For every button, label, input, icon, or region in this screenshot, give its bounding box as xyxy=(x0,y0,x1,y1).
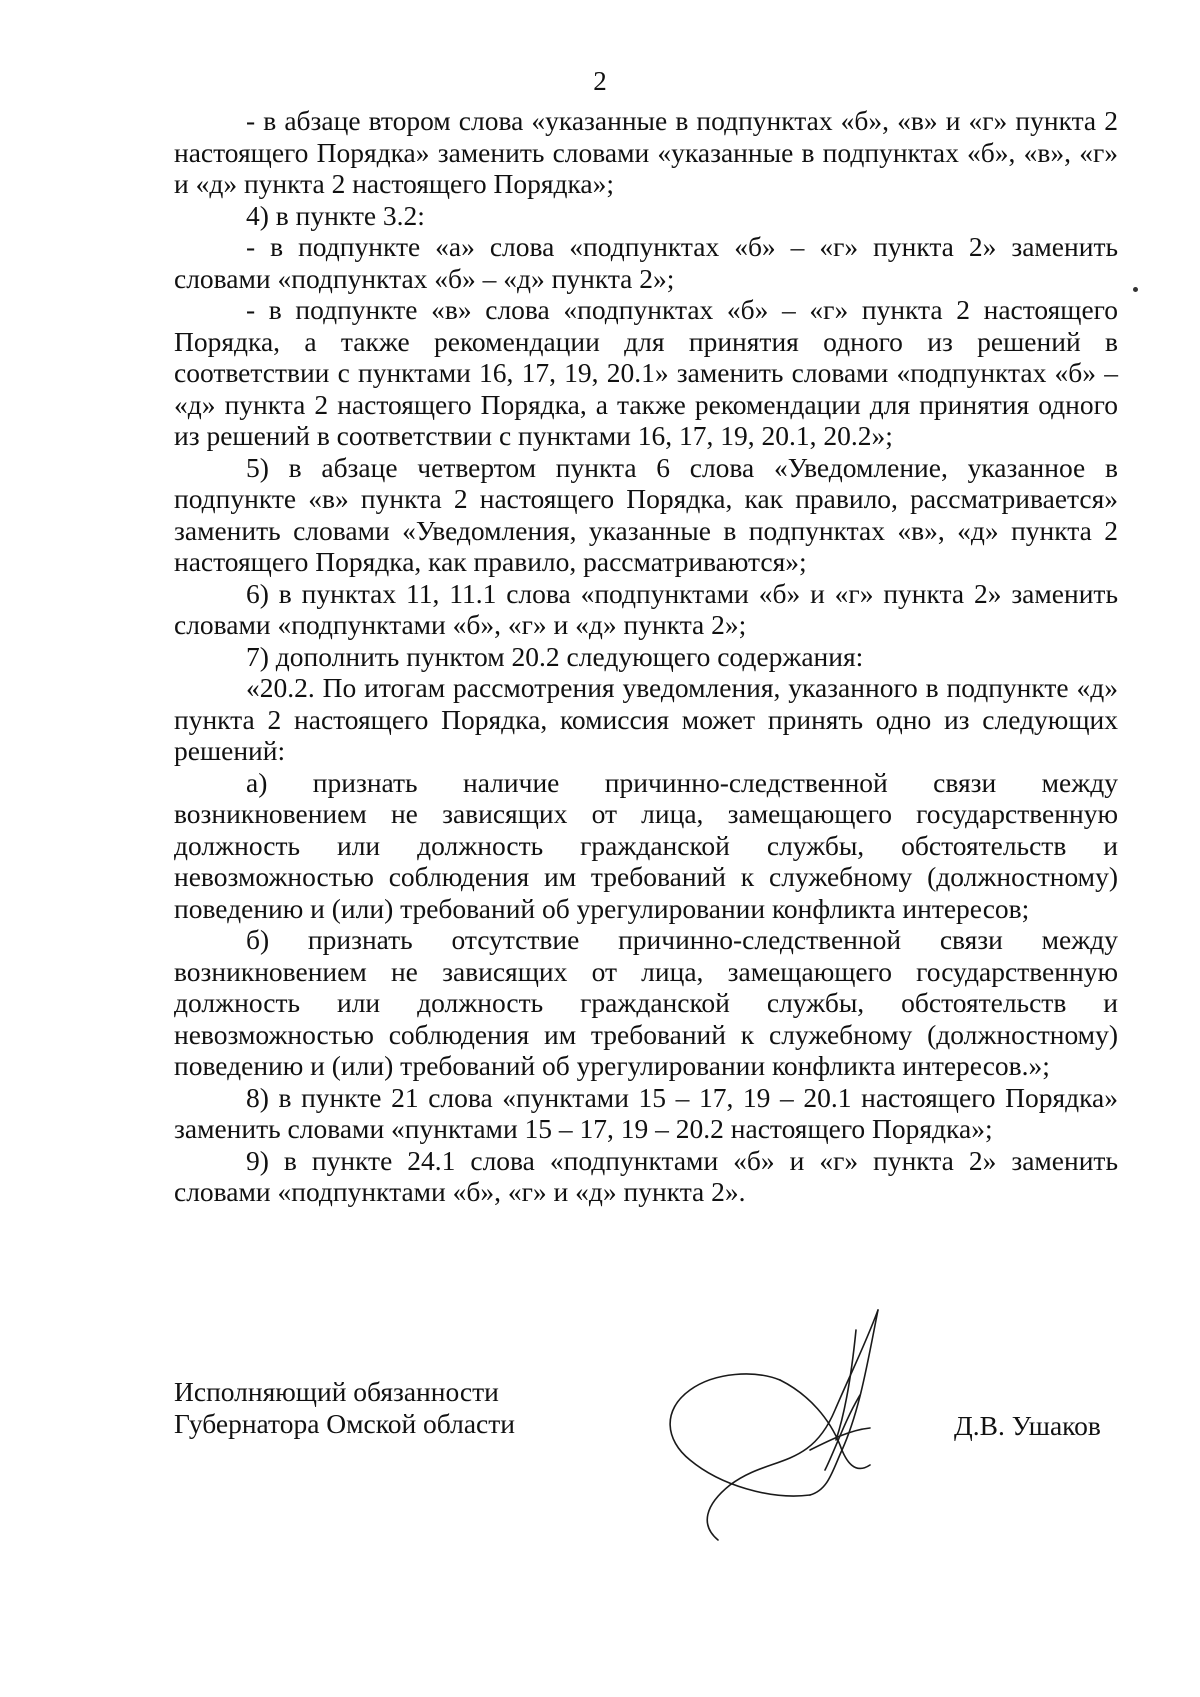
signature-stroke xyxy=(825,1395,860,1470)
paragraph: - в абзаце втором слова «указанные в подпунктах «б», «в» и «г» пункта 2 настоящего Порядка» заменить словами «указанные в подпунктах «б», «в», «г» и «д» пункта 2 настоящего Порядка»; xyxy=(174,105,1118,199)
document-body xyxy=(174,105,1118,1208)
signature-stroke xyxy=(780,1380,870,1468)
paragraph: - в подпункте «в» слова «подпунктах «б» – «г» пункта 2 настоящего Порядка, а также рекомендации для принятия одного из решений в соответствии с пунктами 16, 17, 19, 20.1» заменить словами «подпунктах «б» – «д» пункта 2 настоящего Порядка, а также рекомендации для принятия одного из решений в соответствии с пунктами 16, 17, 19, 20.1, 20.2»; xyxy=(174,294,1118,451)
paragraph: 5) в абзаце четвертом пункта 6 слова «Уведомление, указанное в подпункте «в» пункта 2 настоящего Порядка, как правило, рассматривается» заменить словами «Уведомления, указанные в подпунктах «в», «д» пункта 2 настоящего Порядка, как правило, рассматриваются»; xyxy=(174,451,1118,577)
paragraph: 4) в пункте 3.2: xyxy=(246,199,425,231)
paragraph: 9) в пункте 24.1 слова «подпунктами «б» и «г» пункта 2» заменить словами «подпунктами «б», «г» и «д» пункта 2». xyxy=(174,1144,1118,1207)
signatory-position xyxy=(174,1376,515,1440)
page-number: 2 xyxy=(593,66,607,96)
signature-stroke xyxy=(810,1310,878,1495)
paragraph: «20.2. По итогам рассмотрения уведомления, указанного в подпункте «д» пункта 2 настоящего Порядка, комиссия может принять одно из следующих решений: xyxy=(174,672,1118,766)
paragraph: 6) в пунктах 11, 11.1 слова «подпунктами «б» и «г» пункта 2» заменить словами «подпунктами «б», «г» и «д» пункта 2»; xyxy=(174,577,1118,640)
scan-speck xyxy=(1133,287,1138,292)
paragraph: а) признать наличие причинно-следственной связи между возникновением не зависящих от лица, замещающего государственную должность или должность гражданской службы, обстоятельств и невозможностью соблюдения им требований к служебному (должностному) поведению и (или) требований об урегулировании конфликта интересов; xyxy=(174,766,1118,924)
paragraph: б) признать отсутствие причинно-следственной связи между возникновением не зависящих от лица, замещающего государственную должность или должность гражданской службы, обстоятельств и невозможностью соблюдения им требований к служебному (должностному) поведению и (или) требований об урегулировании конфликта интересов.»; xyxy=(174,924,1118,1081)
position-line-2: Губернатора Омской области xyxy=(174,1408,515,1439)
handwritten-signature xyxy=(660,1300,960,1545)
paragraph: 7) дополнить пунктом 20.2 следующего содержания: xyxy=(246,640,864,672)
paragraph: - в подпункте «а» слова «подпунктах «б» – «г» пункта 2» заменить словами «подпунктах «б» – «д» пункта 2»; xyxy=(174,231,1118,294)
signer-name: Д.В. Ушаков xyxy=(954,1410,1101,1441)
paragraph: 8) в пункте 21 слова «пунктами 15 – 17, 19 – 20.1 настоящего Порядка» заменить словами «пунктами 15 – 17, 19 – 20.2 настоящего Порядка»; xyxy=(174,1081,1118,1144)
position-line-1: Исполняющий обязанности xyxy=(174,1376,499,1407)
